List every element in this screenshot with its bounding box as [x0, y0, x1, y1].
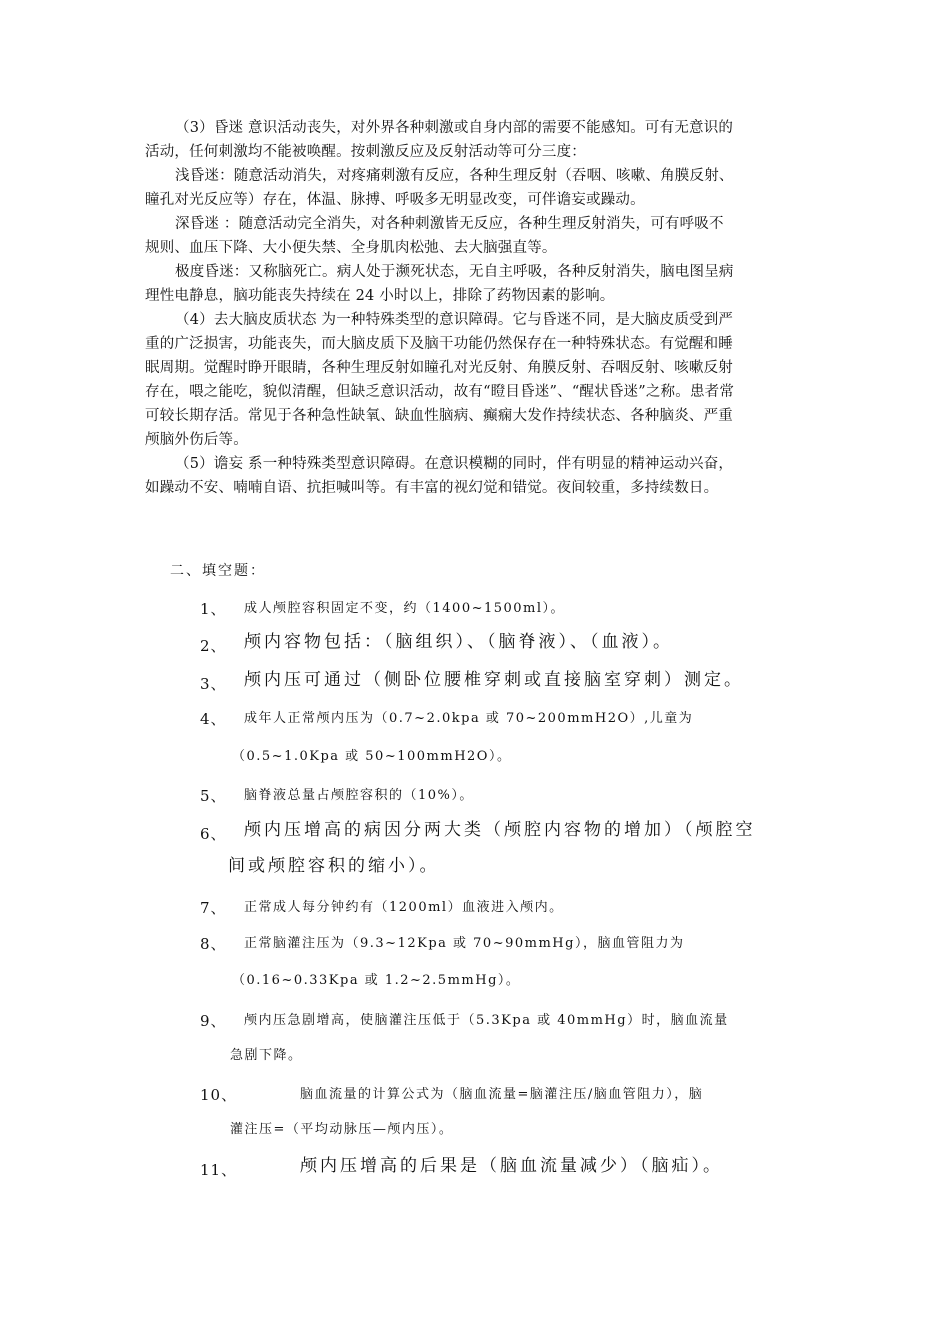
- item-number: 4、: [200, 710, 227, 728]
- list-item: [200, 1148, 810, 1184]
- text-line: 极度昏迷：又称脑死亡。病人处于濒死状态，无自主呼吸，各种反射消失，脑电图呈病: [175, 264, 734, 280]
- text-line: 颅脑外伤后等。: [145, 432, 248, 448]
- text-line: （3）昏迷 意识活动丧失，对外界各种刺激或自身内部的需要不能感知。可有无意识的: [175, 120, 734, 136]
- item-text-continued: 急剧下降。: [230, 1048, 303, 1063]
- consciousness-text-block: [145, 116, 810, 500]
- text-line: （4）去大脑皮质状态 为一种特殊类型的意识障碍。它与昏迷不同，是大脑皮质受到严: [175, 312, 734, 328]
- list-item: [200, 624, 810, 660]
- text-line: 重的广泛损害，功能丧失，而大脑皮质下及脑干功能仍然保存在一种特殊状态。有觉醒和睡: [145, 336, 733, 352]
- item-number: 11、: [200, 1161, 238, 1179]
- item-text: 正常脑灌注压为（9.3~12Kpa 或 70~90mmHg），脑血管阻力为: [244, 936, 685, 951]
- item-text: 颅内压可通过（侧卧位腰椎穿刺或直接脑室穿刺）测定。: [244, 670, 744, 690]
- text-line: 活动，任何刺激均不能被唤醒。按刺激反应及反射活动等可分三度：: [145, 144, 586, 160]
- text-line: 规则、血压下降、大小便失禁、全身肌肉松弛、去大脑强直等。: [145, 240, 557, 256]
- item-text: 颅内压增高的后果是（脑血流量减少）（脑疝）。: [300, 1156, 723, 1176]
- item-number: 10、: [200, 1086, 238, 1104]
- text-line: 浅昏迷：随意活动消失，对疼痛刺激有反应，各种生理反射（吞咽、咳嗽、角膜反射、: [175, 168, 734, 184]
- item-number: 9、: [200, 1012, 227, 1030]
- text-line: （5）谵妄 系一种特殊类型意识障碍。在意识模糊的同时，伴有明显的精神运动兴奋，: [175, 456, 734, 472]
- list-item: [200, 662, 810, 698]
- item-text: 成人颅腔容积固定不变，约（1400~1500ml）。: [244, 601, 566, 616]
- list-item: [200, 1006, 810, 1036]
- list-item: [200, 812, 810, 848]
- list-item: [200, 781, 810, 811]
- text-line: 深昏迷 ：随意活动完全消失，对各种刺激皆无反应，各种生理反射消失，可有呼吸不: [175, 216, 724, 232]
- item-number: 1、: [200, 600, 227, 618]
- text-line: 理性电静息，脑功能丧失持续在 24 小时以上，排除了药物因素的影响。: [145, 288, 615, 304]
- section-title: 二、填空题：: [170, 563, 266, 579]
- item-text-continued: （0.5~1.0Kpa 或 50~100mmH2O）。: [232, 749, 512, 764]
- text-line: 如躁动不安、喃喃自语、抗拒喊叫等。有丰富的视幻觉和错觉。夜间较重，多持续数日。: [145, 480, 719, 496]
- item-number: 8、: [200, 935, 227, 953]
- list-item: [200, 1080, 810, 1110]
- item-text: 成年人正常颅内压为（0.7~2.0kpa 或 70~200mmH2O）,儿童为: [244, 711, 694, 726]
- text-line: 眠周期。觉醒时睁开眼睛，各种生理反射如瞳孔对光反射、角膜反射、吞咽反射、咳嗽反射: [145, 360, 733, 376]
- item-number: 2、: [200, 637, 227, 655]
- item-text: 颅内容物包括：（脑组织）、（脑脊液）、（血液）。: [244, 632, 673, 652]
- text-line: 存在，喂之能吃，貌似清醒，但缺乏意识活动，故有“瞪目昏迷”、“醒状昏迷”之称。患者常: [145, 384, 735, 400]
- text-line: 瞳孔对光反应等）存在，体温、脉搏、呼吸多无明显改变，可伴谵妄或躁动。: [145, 192, 645, 208]
- item-text: 颅内压增高的病因分两大类（颅腔内容物的增加）（颅腔空: [244, 820, 756, 840]
- item-number: 5、: [200, 787, 227, 805]
- item-text-continued: 灌注压=（平均动脉压—颅内压）。: [230, 1122, 454, 1137]
- list-item: [200, 594, 810, 624]
- list-item: [200, 929, 810, 959]
- item-number: 7、: [200, 899, 227, 917]
- item-text: 脑脊液总量占颅腔容积的（10%）。: [244, 788, 474, 803]
- list-item: [200, 893, 810, 923]
- item-number: 6、: [200, 825, 227, 843]
- item-text: 脑血流量的计算公式为（脑血流量=脑灌注压/脑血管阻力），脑: [300, 1087, 704, 1102]
- text-line: 可较长期存活。常见于各种急性缺氧、缺血性脑病、癫痫大发作持续状态、各种脑炎、严重: [145, 408, 733, 424]
- item-number: 3、: [200, 675, 227, 693]
- item-text: 颅内压急剧增高，使脑灌注压低于（5.3Kpa 或 40mmHg）时，脑血流量: [244, 1013, 729, 1028]
- list-item: [200, 704, 810, 734]
- item-text-continued: 间或颅腔容积的缩小）。: [228, 856, 440, 876]
- item-text: 正常成人每分钟约有（1200ml）血液进入颅内。: [244, 900, 564, 915]
- item-text-continued: （0.16~0.33Kpa 或 1.2~2.5mmHg）。: [232, 973, 521, 988]
